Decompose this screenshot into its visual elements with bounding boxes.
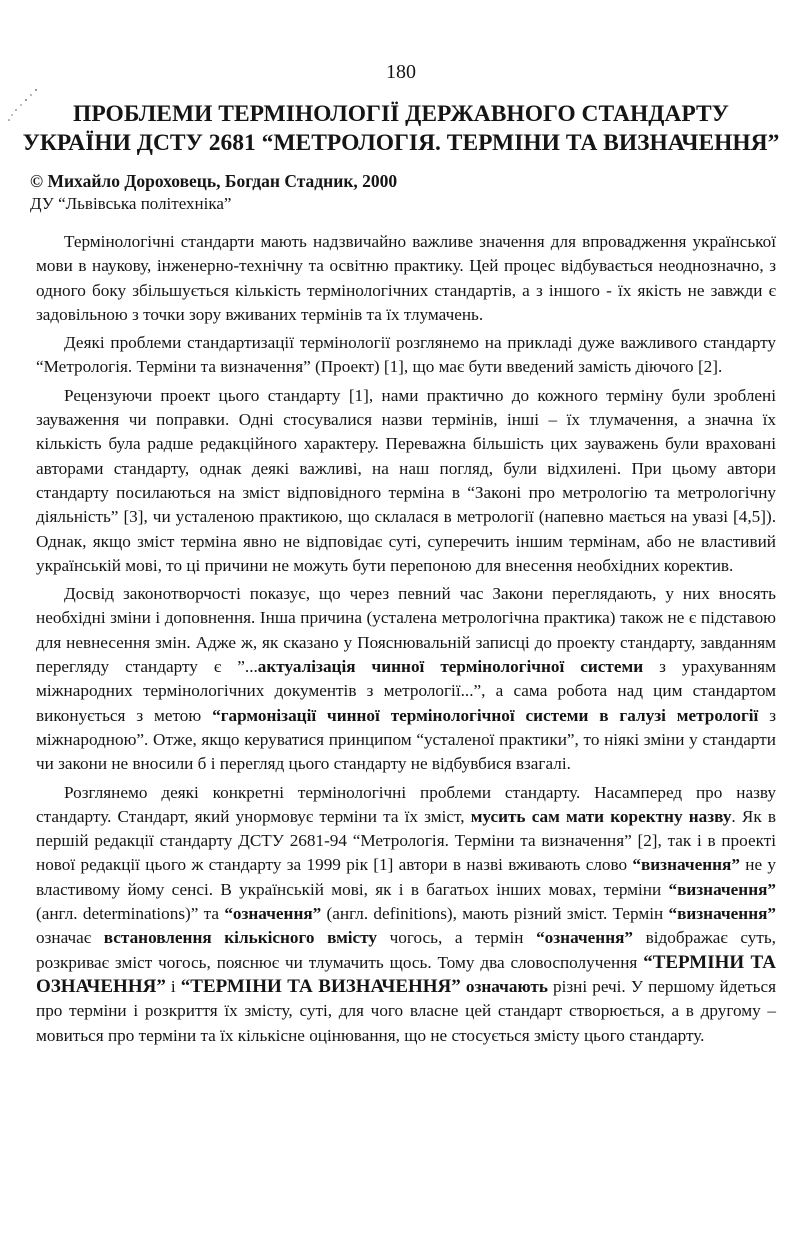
p5-bold-l: встановлення кількісного вмісту: [103, 928, 377, 948]
p4-bold-d: “гармонізації чинної термінологічної системи в галузі метрології: [212, 705, 759, 725]
title-line-2: УКРАЇНИ ДСТУ 2681 “МЕТРОЛОГІЯ. ТЕРМІНИ ТА ВИЗНАЧЕННЯ”: [22, 130, 780, 156]
title-line-1: ПРОБЛЕМИ ТЕРМІНОЛОГІЇ ДЕРЖАВНОГО СТАНДАРТУ: [73, 101, 729, 127]
p5-text-e: не у властивому йому сенсі. В українській мові, як і в багатьох інших мовах, терміни: [36, 855, 776, 899]
p5-text-a: Розглянемо деякі конкретні термінологічні проблеми стандарту. Насамперед про назву стандарту. Стандарт, який унормовує терміни та їх зміст,: [36, 782, 776, 826]
p4-text-e: з міжнародною”. Отже, якщо керуватися принципом “усталеної практики”, то ніякі зміни у стандарти чи закони не вносили б і перегляд цього стандарту не відбувбися взагалі.: [36, 705, 776, 774]
affiliation-line: ДУ “Львівська політехніка”: [30, 194, 232, 213]
p4-text-c: з урахуванням міжнародних термінологічних документів з метрології...”, а сама робота над цим стандартом виконується з метою: [36, 657, 776, 725]
p4-text-a: Досвід законотворчості показує, що через певний час Закони переглядають, у них вносять необхідні зміни і доповнення. Інша причина (усталена метрологічна практика) також не є підставою для невнесення змін. Адже ж, як сказано у Пояснювальній записці до проекту стандарту, завданням перегляду стандарту є ”...: [36, 584, 776, 677]
p5-bold-r: “ТЕРМІНИ ТА ВИЗНАЧЕННЯ”: [180, 975, 461, 997]
p5-text-m: чогось, а термін: [377, 928, 537, 948]
paragraph-4: [36, 582, 776, 776]
p5-text-g: (англ. determinations)” та: [36, 904, 225, 924]
p5-bold-b: мусить сам мати коректну назву: [470, 806, 732, 826]
p5-text-q: і: [165, 976, 181, 996]
p5-bold-t: означають: [465, 976, 548, 996]
p5-bold-j: “визначення”: [668, 904, 776, 924]
p5-text-i: (англ. definitions), мають різний зміст. Термін: [321, 904, 669, 924]
article-title: [20, 100, 782, 158]
p5-text-u: різні речі. У першому йдеться про терміни і розкриття їх змісту, суті, для чого власне цей стандарт створюється, а в другому – мовиться про терміни та їх кількісне оцінювання, що не стосується змісту цього стандарту.: [36, 976, 777, 1045]
p5-bold-d: “визначення”: [632, 855, 740, 875]
p5-bold-f: “визначення”: [668, 879, 776, 899]
page-number: 180: [386, 61, 416, 83]
article-body: [36, 230, 776, 1052]
p4-bold-b: актуалізація чинної термінологічної системи: [257, 657, 644, 677]
paragraph-5: [36, 781, 776, 1048]
paragraph-1: Термінологічні стандарти мають надзвичайно важливе значення для впровадження української мови в наукову, інженерно-технічну та освітню практику. Цей процес відбувається неоднозначно, з одного боку збільшується кількість термінологічних стандартів, а з іншого - їх якість не завжди є задовільною з точки зору вживаних термінів та їх тлумачень.: [36, 232, 776, 324]
p5-bold-n: “означення”: [536, 928, 634, 948]
author-line: © Михайло Дороховець, Богдан Стадник, 2000: [30, 171, 398, 191]
p5-text-c: . Як в першій редакції стандарту ДСТУ 2681-94 “Метрологія. Терміни та визначення” [2], так і в проекті нової редакції цього ж стандарту за 1999 рік [1] автори в назві вживають слово: [36, 806, 776, 875]
paragraph-3: Рецензуючи проект цього стандарту [1], нами практично до кожного терміну були зроблені зауваження чи поправки. Одні стосувалися назви термінів, інші – їх тлумачення, а значна їх кількість була радше редакційного характеру. Переважна більшість цих зауважень були враховані авторами стандарту, однак деякі важливі, на наш погляд, були відхилені. При цьому автори стандарту посилаються на зміст відповідного терміна в “Законі про метрологію та метрологічну діяльність” [3], чи усталеною практикою, що склалася в метрології (напевно мається на увазі [4,5]). Однак, якщо зміст терміна явно не відповідає суті, суперечить іншим термінам, або не властивий українській мові, то ці причини не можуть бути перепоною для внесення необхідних коректив.: [36, 385, 776, 575]
p5-text-o: відображає суть, розкриває зміст чогось, пояснює чи тлумачить щось. Тому два словосполучення: [36, 928, 776, 972]
p5-bold-p: “ТЕРМІНИ ТА ОЗНАЧЕННЯ”: [36, 951, 776, 997]
paragraph-2: Деякі проблеми стандартизації термінології розглянемо на прикладі дуже важливого стандарту “Метрологія. Терміни та визначення” (Проект) [1], що має бути введений замість діючого [2].: [36, 333, 776, 377]
p5-text-k: означає: [36, 928, 104, 948]
p5-bold-h: “означення”: [224, 904, 322, 924]
